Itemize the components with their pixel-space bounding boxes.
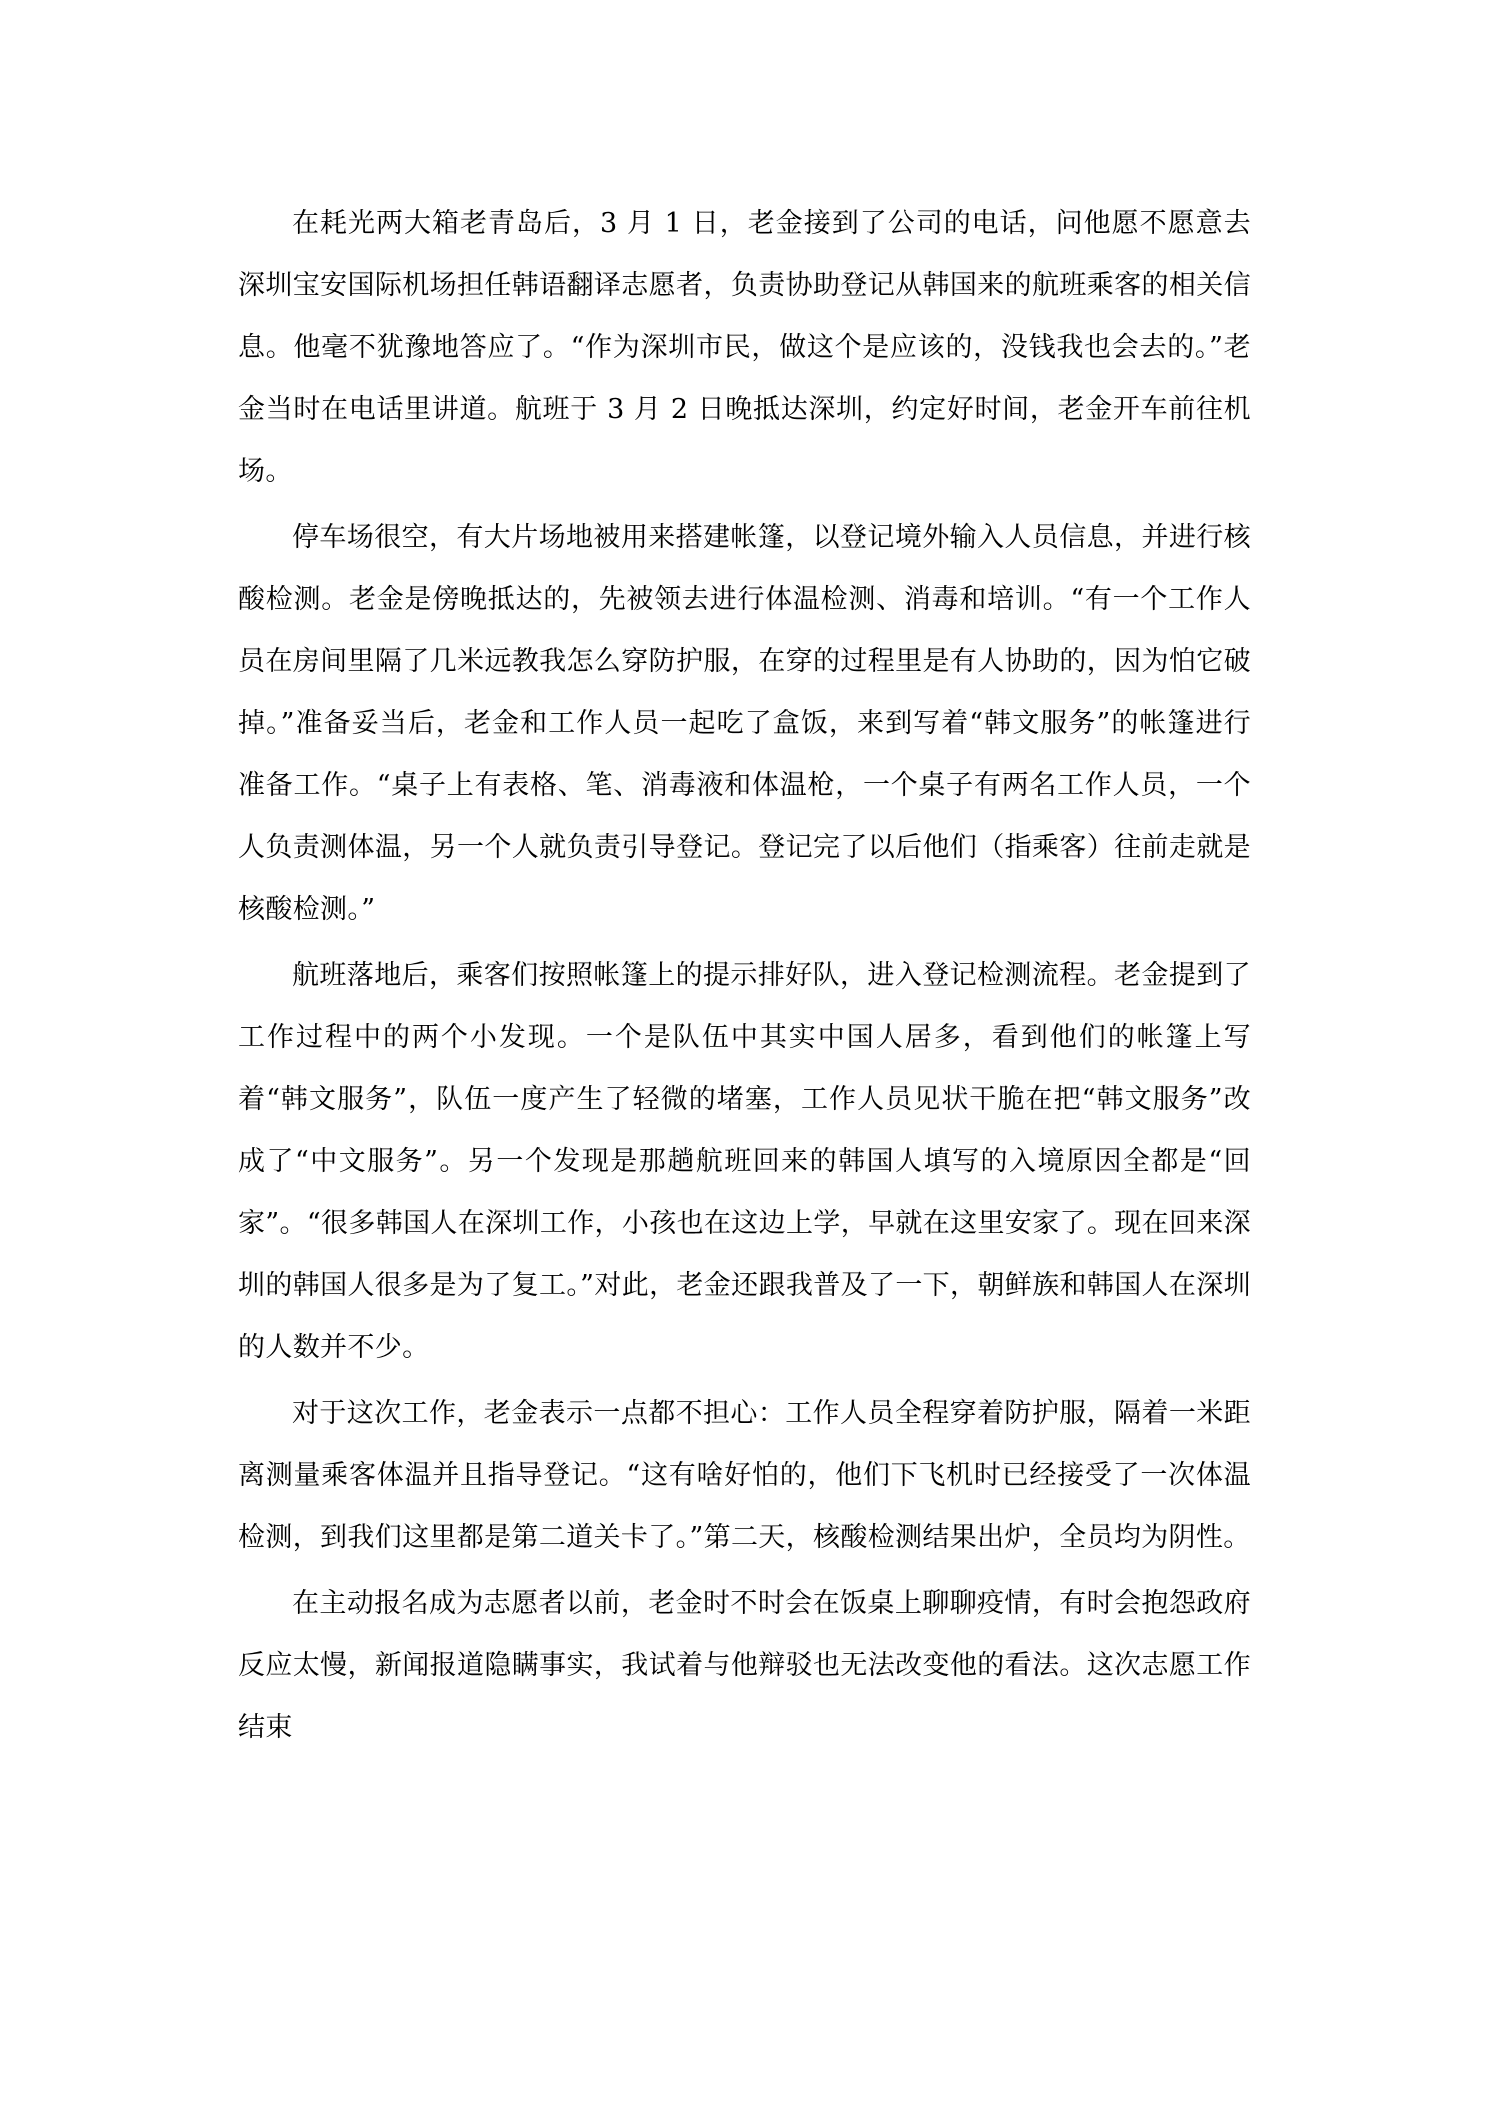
paragraph-4: 对于这次工作，老金表示一点都不担心：工作人员全程穿着防护服，隔着一米距离测量乘客体温并且指导登记。“这有啥好怕的，他们下飞机时已经接受了一次体温检测，到我们这里都是第二道关卡了。”第二天，核酸检测结果出炉，全员均为阴性。 [238,1398,1251,1553]
paragraph-3: 航班落地后，乘客们按照帐篷上的提示排好队，进入登记检测流程。老金提到了工作过程中的两个小发现。一个是队伍中其实中国人居多，看到他们的帐篷上写着“韩文服务”，队伍一度产生了轻微的堵塞，工作人员见状干脆在把“韩文服务”改成了“中文服务”。另一个发现是那趟航班回来的韩国人填写的入境原因全都是“回家”。“很多韩国人在深圳工作，小孩也在这边上学，早就在这里安家了。现在回来深圳的韩国人很多是为了复工。”对此，老金还跟我普及了一下，朝鲜族和韩国人在深圳的人数并不少。 [238,960,1251,1363]
paragraph-2: 停车场很空，有大片场地被用来搭建帐篷，以登记境外输入人员信息，并进行核酸检测。老金是傍晚抵达的，先被领去进行体温检测、消毒和培训。“有一个工作人员在房间里隔了几米远教我怎么穿防护服，在穿的过程里是有人协助的，因为怕它破掉。”准备妥当后，老金和工作人员一起吃了盒饭，来到写着“韩文服务”的帐篷进行准备工作。“桌子上有表格、笔、消毒液和体温枪，一个桌子有两名工作人员，一个人负责测体温，另一个人就负责引导登记。登记完了以后他们（指乘客）往前走就是核酸检测。” [238,522,1251,925]
article-body [238,193,1251,1763]
paragraph-5: 在主动报名成为志愿者以前，老金时不时会在饭桌上聊聊疫情，有时会抱怨政府反应太慢，新闻报道隐瞒事实，我试着与他辩驳也无法改变他的看法。这次志愿工作结束 [238,1588,1251,1743]
paragraph-1: 在耗光两大箱老青岛后，3 月 1 日，老金接到了公司的电话，问他愿不愿意去深圳宝安国际机场担任韩语翻译志愿者，负责协助登记从韩国来的航班乘客的相关信息。他毫不犹豫地答应了。“作为深圳市民，做这个是应该的，没钱我也会去的。”老金当时在电话里讲道。航班于 3 月 2 日晚抵达深圳，约定好时间，老金开车前往机场。 [238,208,1251,487]
